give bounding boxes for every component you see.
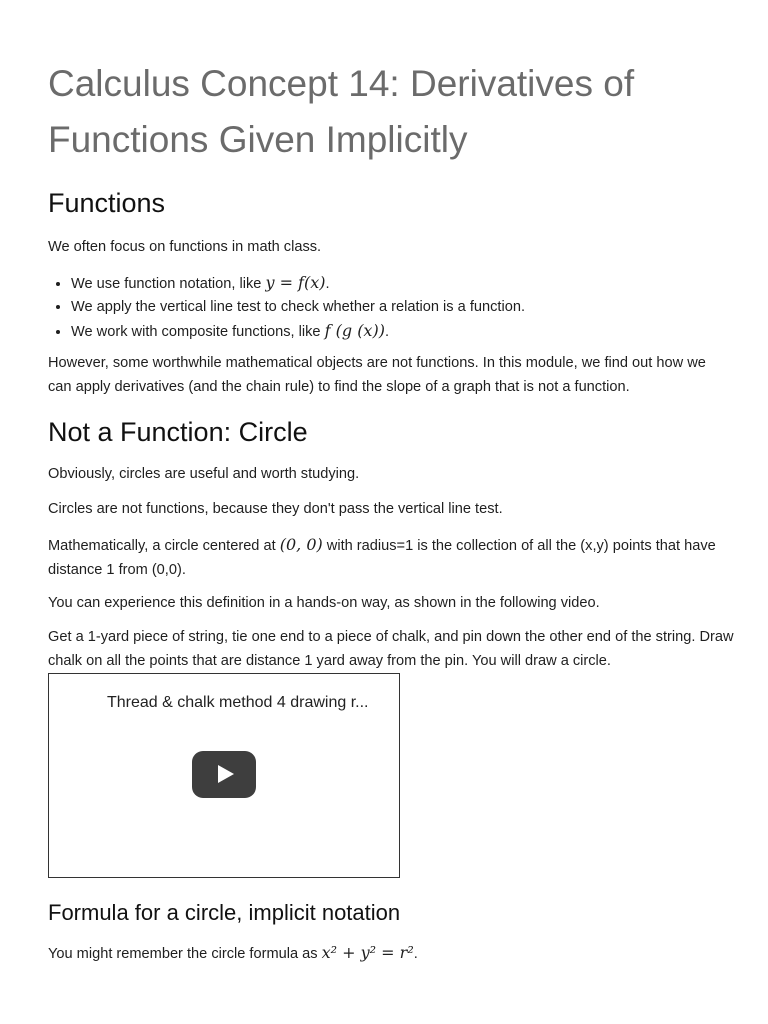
list-item: • We work with composite functions, like f (g (x)).	[71, 319, 731, 344]
math-expression: (0, 0)	[279, 535, 323, 554]
list-item: • We use function notation, like y = f(x).	[71, 271, 731, 296]
video-embed[interactable]	[48, 673, 400, 878]
section-heading-circle: Not a Function: Circle	[48, 417, 308, 447]
circle-paragraph-4: You can experience this definition in a hands-on way, as shown in the following video.	[48, 595, 600, 611]
formula-paragraph: You might remember the circle formula as x² + y² = r².	[48, 943, 418, 962]
math-expression: x² + y² = r²	[321, 943, 414, 962]
section-heading-formula: Formula for a circle, implicit notation	[48, 900, 401, 925]
circle-paragraph-2: Circles are not functions, because they don't pass the vertical line test.	[48, 501, 503, 517]
math-expression: f (g (x))	[324, 321, 385, 340]
page-title: Calculus Concept 14: Derivatives of Functions Given Implicitly	[48, 63, 635, 160]
functions-intro: We often focus on functions in math class.	[48, 239, 322, 255]
circle-paragraph-5: Get a 1-yard piece of string, tie one end to a piece of chalk, and pin down the other end of the string. Draw chalk on all the points that are distance 1 yard away from the pin. You will draw a circle.	[48, 629, 734, 669]
play-button-icon[interactable]	[192, 751, 256, 798]
math-expression: y = f(x)	[265, 273, 326, 292]
list-item: • We apply the vertical line test to check whether a relation is a function.	[71, 296, 731, 319]
functions-bullet-list	[48, 271, 731, 344]
circle-paragraph-1: Obviously, circles are useful and worth studying.	[48, 466, 360, 482]
functions-paragraph: However, some worthwhile mathematical objects are not functions. In this module, we find out how we can apply derivatives (and the chain rule) to find the slope of a graph that is not a function.	[48, 355, 706, 395]
video-title[interactable]: Thread & chalk method 4 drawing r...	[107, 694, 369, 711]
circle-paragraph-3: Mathematically, a circle centered at (0, 0) with radius=1 is the collection of all the (x,y) points that have distance 1 from (0,0).	[48, 535, 716, 578]
section-heading-functions: Functions	[48, 188, 166, 218]
